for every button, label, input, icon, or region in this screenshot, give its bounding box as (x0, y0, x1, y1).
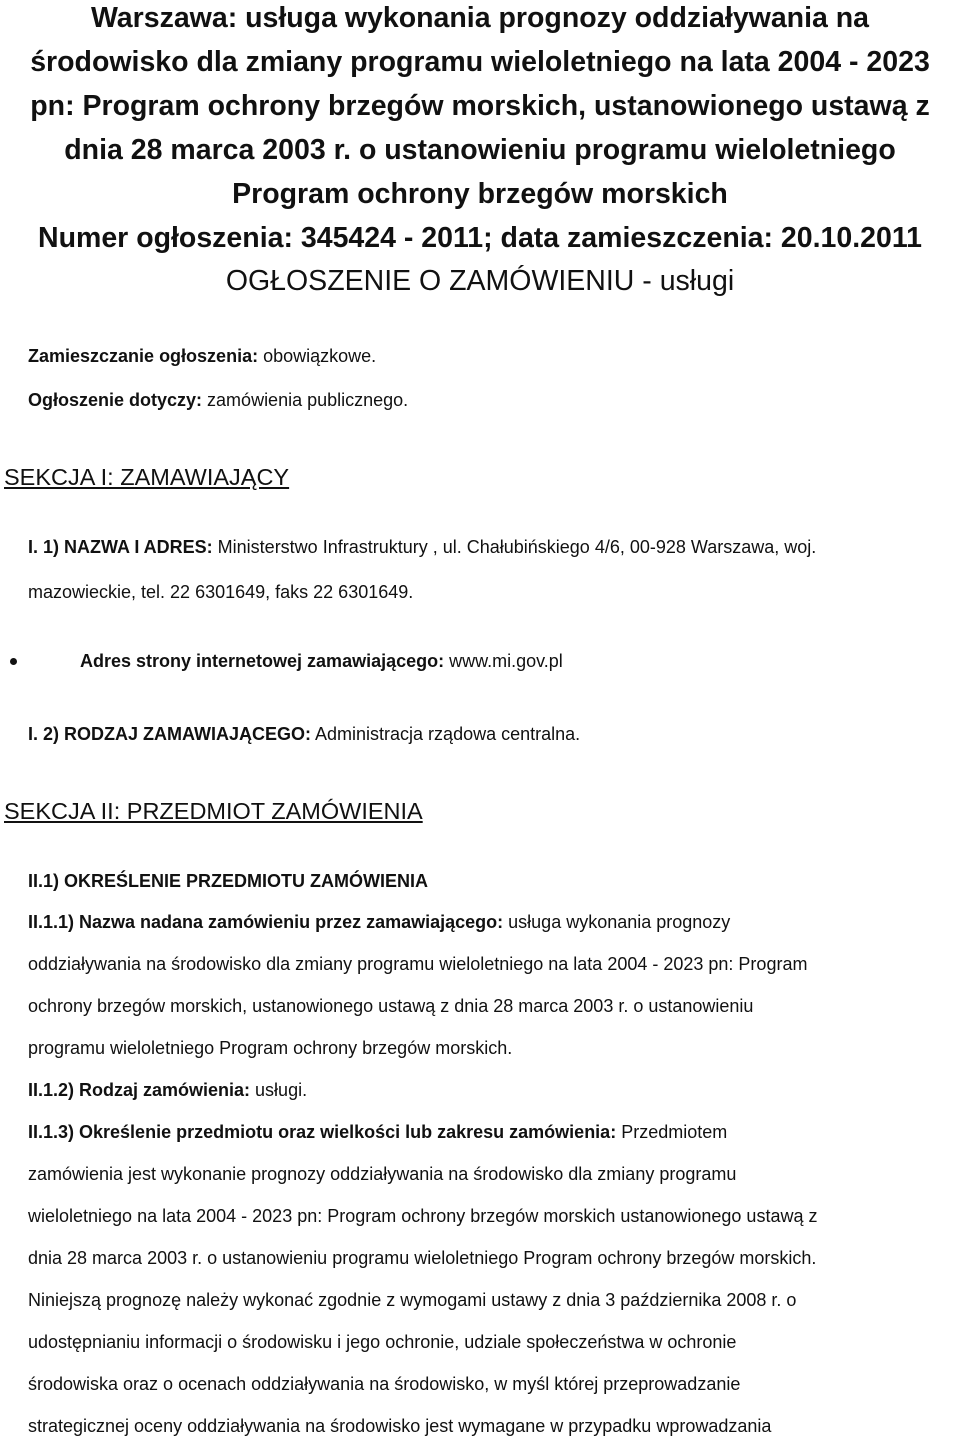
contract-name-paragraph (28, 901, 958, 1447)
authority-type-value: Administracja rządowa centralna. (311, 724, 581, 744)
authority-type-row (28, 723, 580, 745)
scope-line: zamówienia jest wykonanie prognozy oddziaływania na środowisko dla zmiany programu (28, 1164, 737, 1184)
notice-title (0, 0, 960, 260)
contract-kind-value: usługi. (250, 1080, 308, 1100)
title-line: Warszawa: usługa wykonania prognozy oddziaływania na (90, 2, 870, 34)
placement-row (28, 345, 376, 367)
title-line: Program ochrony brzegów morskich (232, 178, 728, 210)
section-1-heading: SEKCJA I: ZAMAWIAJĄCY (4, 464, 290, 490)
contract-name-line: programu wieloletniego Program ochrony brzegów morskich. (28, 1038, 513, 1058)
placement-label: Zamieszczanie ogłoszenia: (28, 346, 259, 366)
name-address-continuation: mazowieckie, tel. 22 6301649, faks 22 6301649. (28, 582, 414, 602)
scope-line: wieloletniego na lata 2004 - 2023 pn: Program ochrony brzegów morskich ustanowionego ustawą z (28, 1206, 818, 1226)
scope-label: II.1.3) Określenie przedmiotu oraz wielkości lub zakresu zamówienia: (28, 1122, 617, 1142)
authority-type-label: I. 2) RODZAJ ZAMAWIAJĄCEGO: (28, 724, 312, 744)
title-line: Numer ogłoszenia: 345424 - 2011; data zamieszczenia: 20.10.2011 (38, 222, 922, 254)
contracting-authority-row (28, 536, 816, 558)
title-line: pn: Program ochrony brzegów morskich, ustanowionego ustawą z (30, 90, 930, 122)
concerns-value: zamówienia publicznego. (202, 390, 409, 410)
contract-name-label: II.1.1) Nazwa nadana zamówieniu przez zamawiającego: (28, 912, 504, 932)
title-line: środowisko dla zmiany programu wieloletniego na lata 2004 - 2023 (30, 46, 930, 78)
name-address-value: Ministerstwo Infrastruktury , ul. Chałubińskiego 4/6, 00-928 Warszawa, woj. (212, 537, 817, 557)
subject-subheading: II.1) OKREŚLENIE PRZEDMIOTU ZAMÓWIENIA (28, 871, 429, 891)
scope-line: Niniejszą prognozę należy wykonać zgodnie z wymogami ustawy z dnia 3 października 2008 r. o (28, 1290, 797, 1310)
scope-value: Przedmiotem (616, 1122, 728, 1142)
name-address-label: I. 1) NAZWA I ADRES: (28, 537, 213, 557)
scope-line: środowiska oraz o ocenach oddziaływania na środowisko, w myśl której przeprowadzanie (28, 1374, 741, 1394)
concerns-row (28, 389, 408, 411)
contract-name-line: ochrony brzegów morskich, ustanowionego ustawą z dnia 28 marca 2003 r. o ustanowieniu (28, 996, 754, 1016)
website-row (80, 650, 563, 672)
scope-line: strategicznej oceny oddziaływania na środowisko jest wymagane w przypadku wprowadzania (28, 1416, 772, 1436)
concerns-label: Ogłoszenie dotyczy: (28, 390, 203, 410)
website-link[interactable]: www.mi.gov.pl (444, 651, 563, 671)
placement-value: obowiązkowe. (258, 346, 377, 366)
bullet-icon (10, 658, 17, 665)
scope-line: dnia 28 marca 2003 r. o ustanowieniu programu wieloletniego Program ochrony brzegów morskich. (28, 1248, 817, 1268)
contract-name-value: usługa wykonania prognozy (503, 912, 731, 932)
contract-name-line: oddziaływania na środowisko dla zmiany programu wieloletniego na lata 2004 - 2023 pn: Program (28, 954, 808, 974)
section-2-heading: SEKCJA II: PRZEDMIOT ZAMÓWIENIA (4, 798, 423, 824)
title-line: dnia 28 marca 2003 r. o ustanowieniu programu wieloletniego (64, 134, 896, 166)
notice-subtitle: OGŁOSZENIE O ZAMÓWIENIU - usługi (225, 265, 735, 297)
scope-line: udostępnianiu informacji o środowisku i jego ochronie, udziale społeczeństwa w ochronie (28, 1332, 737, 1352)
website-label: Adres strony internetowej zamawiającego: (80, 651, 445, 671)
contract-kind-label: II.1.2) Rodzaj zamówienia: (28, 1080, 251, 1100)
